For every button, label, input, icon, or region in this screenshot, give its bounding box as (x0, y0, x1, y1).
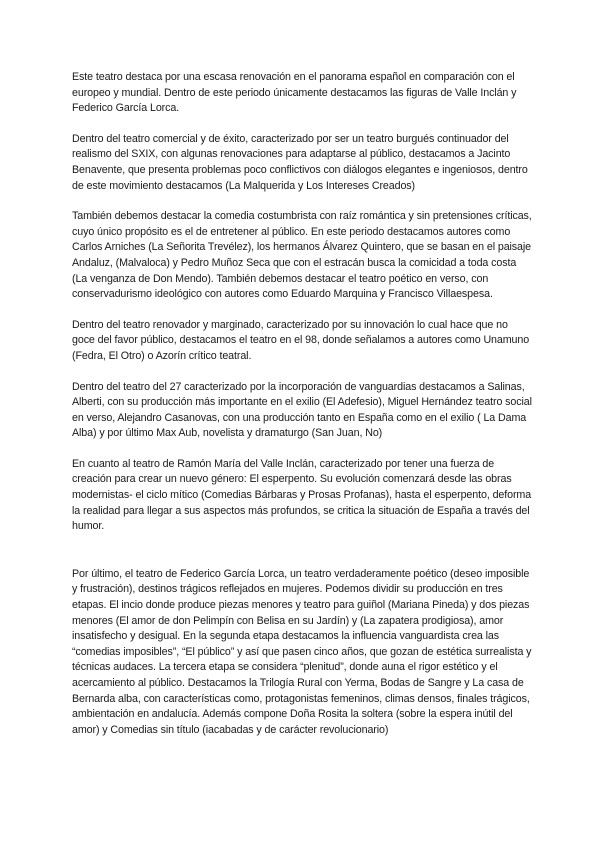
paragraph-comedia-costumbrista: También debemos destacar la comedia costumbrista con raíz romántica y sin pretensiones críticas, cuyo único propósito es el de entretener al público. En este periodo destacamos autores como Carlos Arniches (La Señorita Trevélez), los hermanos Álvarez Quintero, que se basan en el paisaje Andaluz, (Malvaloca) y Pedro Muñoz Seca que con el estracán busca la comicidad a toda costa (La venganza de Don Mendo). También debemos destacar el teatro poético en verso, con conservadurismo ideológico con autores como Eduardo Marquina y Francisco Villaespesa. (72, 210, 532, 301)
paragraph-intro: Este teatro destaca por una escasa renovación en el panorama español en comparación con el europeo y mundial. Dentro de este periodo únicamente destacamos las figuras de Valle Inclán y Federico García Lorca. (72, 71, 517, 115)
paragraph-teatro-del-27: Dentro del teatro del 27 caracterizado por la incorporación de vanguardias destacamos a Salinas, Alberti, con su producción más importante en el exilio (El Adefesio), Miguel Hernández teatro social en verso, Alejandro Casanovas, con una producción tanto en España como en el exilio ( La Dama Alba) y por último Max Aub, novelista y dramaturgo (San Juan, No) (72, 380, 532, 440)
document-body (72, 70, 532, 753)
paragraph-teatro-comercial: Dentro del teatro comercial y de éxito, caracterizado por ser un teatro burgués continuador del realismo del SXIX, con algunas renovaciones para adaptarse al público, destacamos a Jacinto Benavente, que presenta problemas poco conflictivos con diálogos elegantes e ingeniosos, dentro de este movimiento destacamos (La Malquerida y Los Intereses Creados) (72, 132, 528, 192)
paragraph-valle-inclan: En cuanto al teatro de Ramón María del Valle Inclán, caracterizado por tener una fuerza de creación para crear un nuevo género: El esperpento. Su evolución comenzará desde las obras modernistas- el ciclo mítico (Comedias Bárbaras y Prosas Profanas), hasta el esperpento, deforma la realidad para llegar a sus aspectos más profundos, se critica la situación de España a través del humor. (72, 457, 532, 533)
paragraph-teatro-renovador: Dentro del teatro renovador y marginado, caracterizado por su innovación lo cual hace que no goce del favor público, destacamos el teatro en el 98, donde señalamos a autores como Unamuno (Fedra, El Otro) o Azorín crítico teatral. (72, 318, 530, 362)
paragraph-garcia-lorca: Por último, el teatro de Federico García Lorca, un teatro verdaderamente poético (deseo imposible y frustración), destinos trágicos reflejados en mujeres. Podemos dividir su producción en tres etapas. El incio donde produce piezas menores y teatro para guiñol (Mariana Pineda) y dos piezas menores (El amor de don Pelimpín con Belisa en su Jardín) y (La zapatera prodigiosa), amor insatisfecho y desigual. En la segunda etapa destacamos la influencia vanguardista crea las “comedias imposibles”, “El público” y así que pasen cinco años, que gozan de estética surrealista y técnicas audaces. La tercera etapa se considera “plenitud”, donde auna el rigor estético y el acercamiento al público. Destacamos la Trilogía Rural con Yerma, Bodas de Sangre y La casa de Bernarda alba, con características como, protagonistas femeninos, climas densos, finales trágicos, ambientación en andalucía. Además compone Doña Rosita la soltera (sobre la espera inútil del amor) y Comedias sin título (iacabadas y de carácter revolucionario) (72, 567, 532, 736)
